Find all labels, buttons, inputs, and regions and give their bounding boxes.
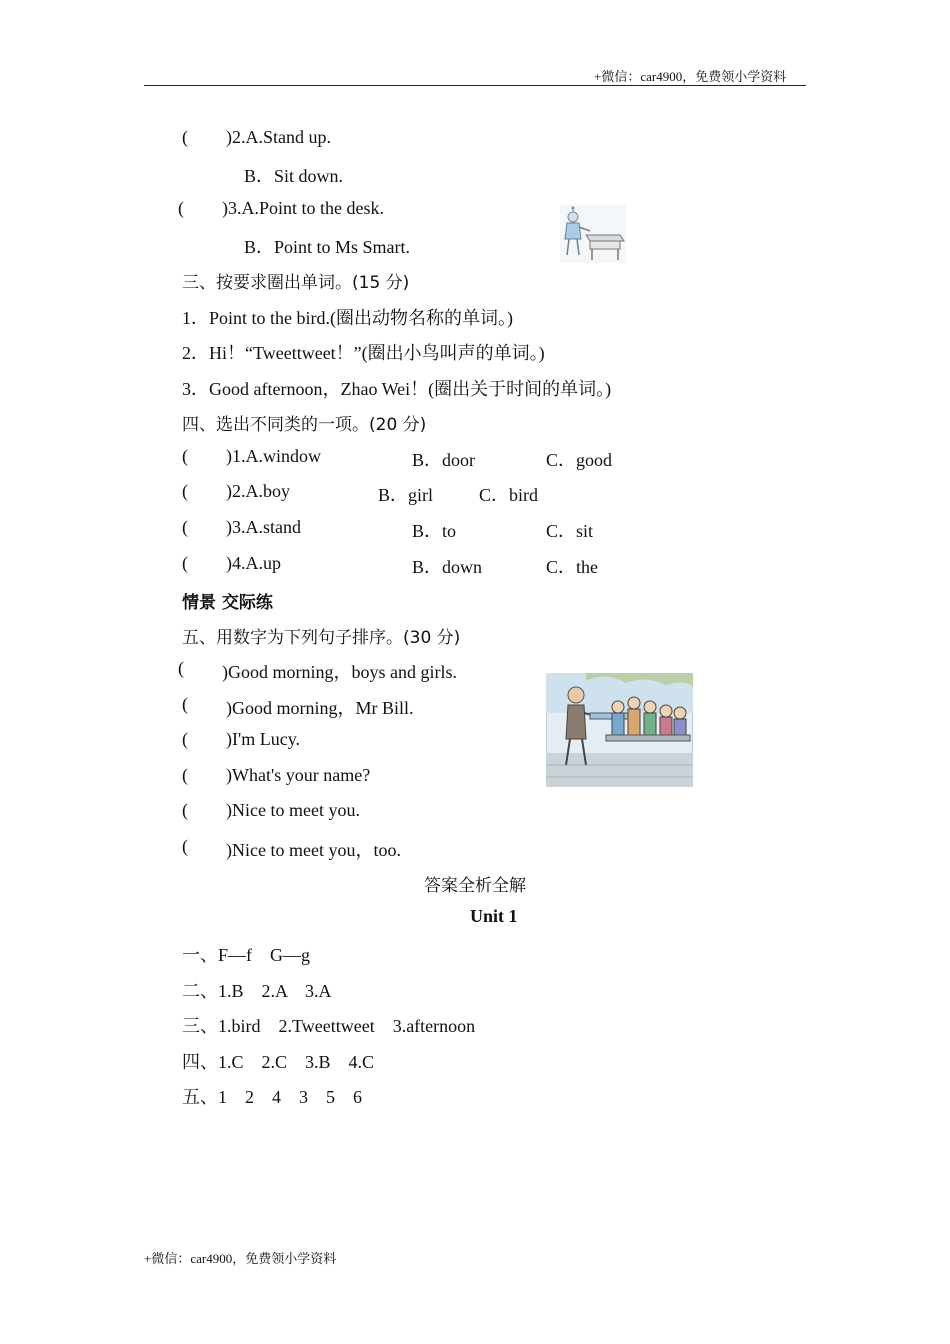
q2-option-a: )2.A.Stand up. [226,127,331,147]
q2-option-b: B．Sit down. [244,166,344,186]
q3-option-b: B．Point to Ms Smart. [244,237,411,257]
s4-row3-paren: ( [182,517,188,537]
s4-row3-a: )3.A.stand [226,517,301,537]
s4-row2-a: )2.A.boy [226,481,290,501]
section3-item-1: 1．Point to the bird.(圈出动物名称的单词。) [182,308,513,328]
s4-row4-b: B．down [412,557,483,577]
s4-row3-c: C．sit [546,521,594,541]
s5-row4-paren: ( [182,765,188,785]
s5-row5-text: )Nice to meet you. [226,800,360,820]
answers-title: 答案全析全解 [424,876,526,896]
answer-line-5: 五、1 2 4 3 5 6 [182,1087,362,1107]
q2-paren: ( [182,127,188,147]
robot-desk-illustration [560,205,626,263]
s4-row1-b: B．door [412,450,475,470]
s5-row2-text: )Good morning，Mr Bill. [226,698,414,718]
section5-title: 五、用数字为下列句子排序。(30 分) [182,628,461,648]
footer-note: +微信：car4900，免费领小学资料 [144,1251,337,1266]
s4-row2-paren: ( [182,481,188,501]
s4-row2-c: C．bird [479,485,539,505]
s4-row4-c: C．the [546,557,598,577]
q3-paren: ( [178,198,184,218]
s5-row1-text: )Good morning，boys and girls. [222,662,457,682]
s4-row1-paren: ( [182,446,188,466]
s5-row6-text: )Nice to meet you，too. [226,840,401,860]
answers-unit: Unit 1 [470,906,518,926]
scene-heading: 情景 交际练 [182,593,273,613]
answer-line-4: 四、1.C 2.C 3.B 4.C [182,1052,375,1072]
s5-row3-paren: ( [182,729,188,749]
header-note: +微信：car4900，免费领小学资料 [594,69,787,84]
answer-line-2: 二、1.B 2.A 3.A [182,981,332,1001]
s4-row4-a: )4.A.up [226,553,281,573]
header-rule [144,85,806,86]
s4-row4-paren: ( [182,553,188,573]
section3-item-2: 2．Hi！“Tweettweet！”(圈出小鸟叫声的单词。) [182,343,545,363]
section3-item-3: 3．Good afternoon，Zhao Wei！(圈出关于时间的单词。) [182,379,612,399]
s5-row5-paren: ( [182,800,188,820]
section3-title: 三、按要求圈出单词。(15 分) [182,273,410,293]
answer-line-3: 三、1.bird 2.Tweettweet 3.afternoon [182,1016,476,1036]
s5-row6-paren: ( [182,836,188,856]
s5-row4-text: )What's your name? [226,765,371,785]
s5-row2-paren: ( [182,694,188,714]
answer-line-1: 一、F—f G—g [182,945,311,965]
s5-row3-text: )I'm Lucy. [226,729,301,749]
section4-title: 四、选出不同类的一项。(20 分) [182,415,427,435]
s4-row1-c: C．good [546,450,613,470]
s5-row1-paren: ( [178,658,184,678]
classroom-illustration [546,673,693,787]
q3-option-a: )3.A.Point to the desk. [222,198,384,218]
s4-row1-a: )1.A.window [226,446,321,466]
s4-row2-b: B．girl [378,485,434,505]
s4-row3-b: B．to [412,521,457,541]
